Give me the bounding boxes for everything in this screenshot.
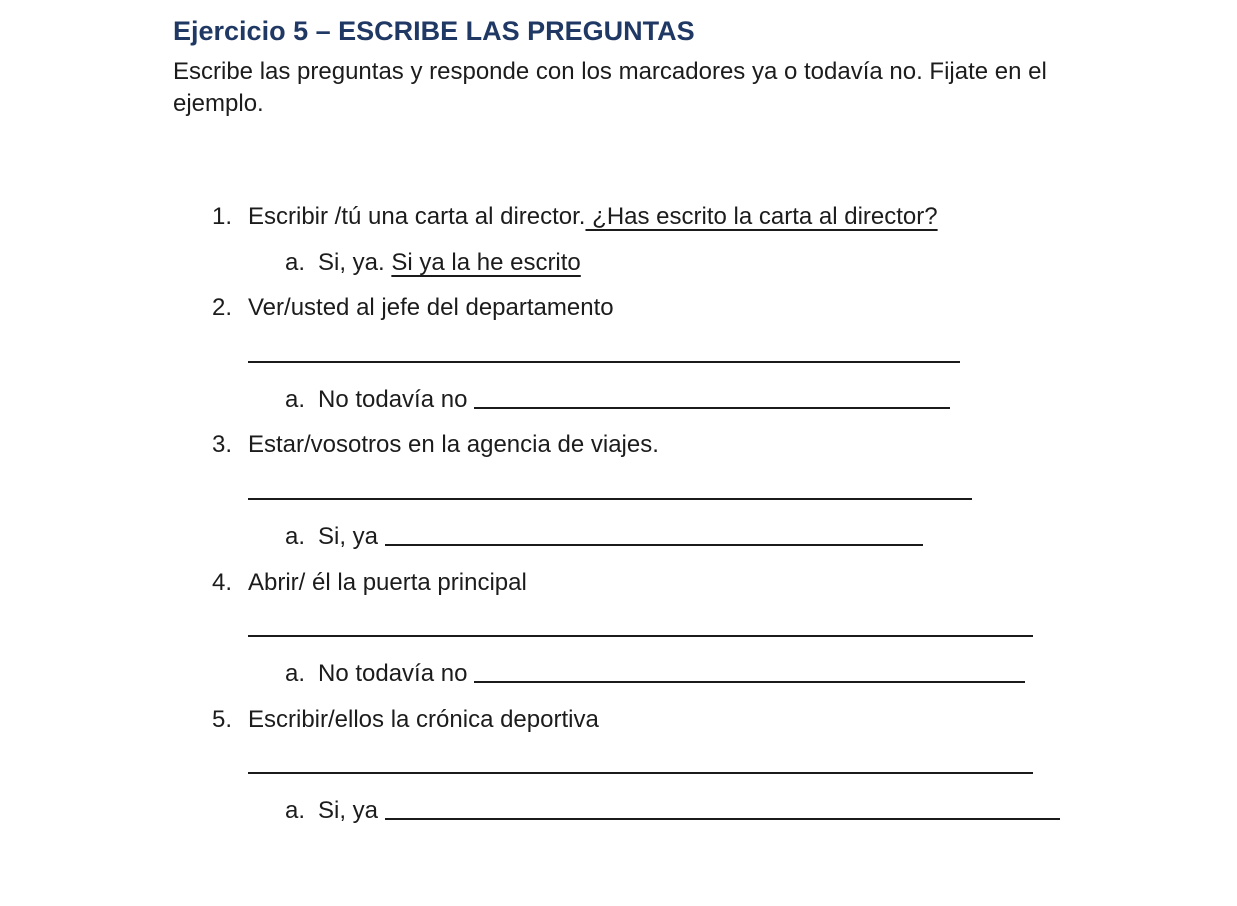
answer-prefix: Si, ya: [318, 522, 385, 550]
question-number: 5.: [212, 705, 233, 733]
question-item-3: [173, 422, 1197, 468]
answer-row-2: [173, 377, 1197, 423]
question-item-1: [173, 194, 1197, 240]
question-item-2: [173, 285, 1197, 331]
answer-write-line[interactable]: [474, 671, 1025, 683]
write-line-row-2: [173, 331, 1197, 377]
answer-prefix: Si, ya.: [318, 248, 392, 276]
answer-prefix: No todavía no: [318, 385, 475, 413]
write-line-row-5: [173, 742, 1197, 788]
write-line-row-3: [173, 468, 1197, 514]
answer-row-4: [173, 651, 1197, 697]
example-question-underlined: ¿Has escrito la carta al director?: [585, 203, 938, 230]
question-write-line[interactable]: [248, 351, 960, 363]
question-number: 1.: [212, 203, 233, 230]
answer-row-5: [173, 788, 1197, 834]
instructions-line-1: Escribe las preguntas y responde con los marcadores ya o todavía no. Fijate en el: [173, 58, 1047, 85]
answer-letter: a.: [285, 385, 306, 413]
question-text: Estar/vosotros en la agencia de viajes.: [248, 431, 659, 459]
question-write-line[interactable]: [248, 762, 1033, 774]
answer-row-3: [173, 514, 1197, 560]
exercise-instructions: [173, 56, 1197, 120]
question-item-4: [173, 560, 1197, 606]
question-write-line[interactable]: [248, 625, 1033, 637]
question-list: [173, 194, 1197, 834]
question-text: Escribir/ellos la crónica deportiva: [248, 705, 599, 733]
answer-letter: a.: [285, 248, 306, 276]
answer-letter: a.: [285, 796, 306, 824]
write-line-row-4: [173, 605, 1197, 651]
answer-write-line[interactable]: [385, 808, 1060, 820]
answer-prefix: No todavía no: [318, 659, 475, 687]
question-number: 3.: [212, 431, 233, 459]
example-answer-underlined: Si ya la he escrito: [391, 248, 581, 276]
question-text: Abrir/ él la puerta principal: [248, 568, 527, 596]
question-item-5: [173, 697, 1197, 743]
question-number: 4.: [212, 568, 233, 596]
answer-row-1: [173, 240, 1197, 286]
answer-write-line[interactable]: [385, 534, 923, 546]
question-write-line[interactable]: [248, 488, 972, 500]
exercise-title: Ejercicio 5 – ESCRIBE LAS PREGUNTAS: [173, 16, 695, 46]
instructions-line-2: ejemplo.: [173, 90, 264, 117]
question-text: Escribir /tú una carta al director.: [248, 203, 586, 230]
answer-letter: a.: [285, 659, 306, 687]
question-text: Ver/usted al jefe del departamento: [248, 294, 614, 322]
answer-write-line[interactable]: [474, 397, 950, 409]
answer-prefix: Si, ya: [318, 796, 385, 824]
question-number: 2.: [212, 294, 233, 322]
answer-letter: a.: [285, 522, 306, 550]
